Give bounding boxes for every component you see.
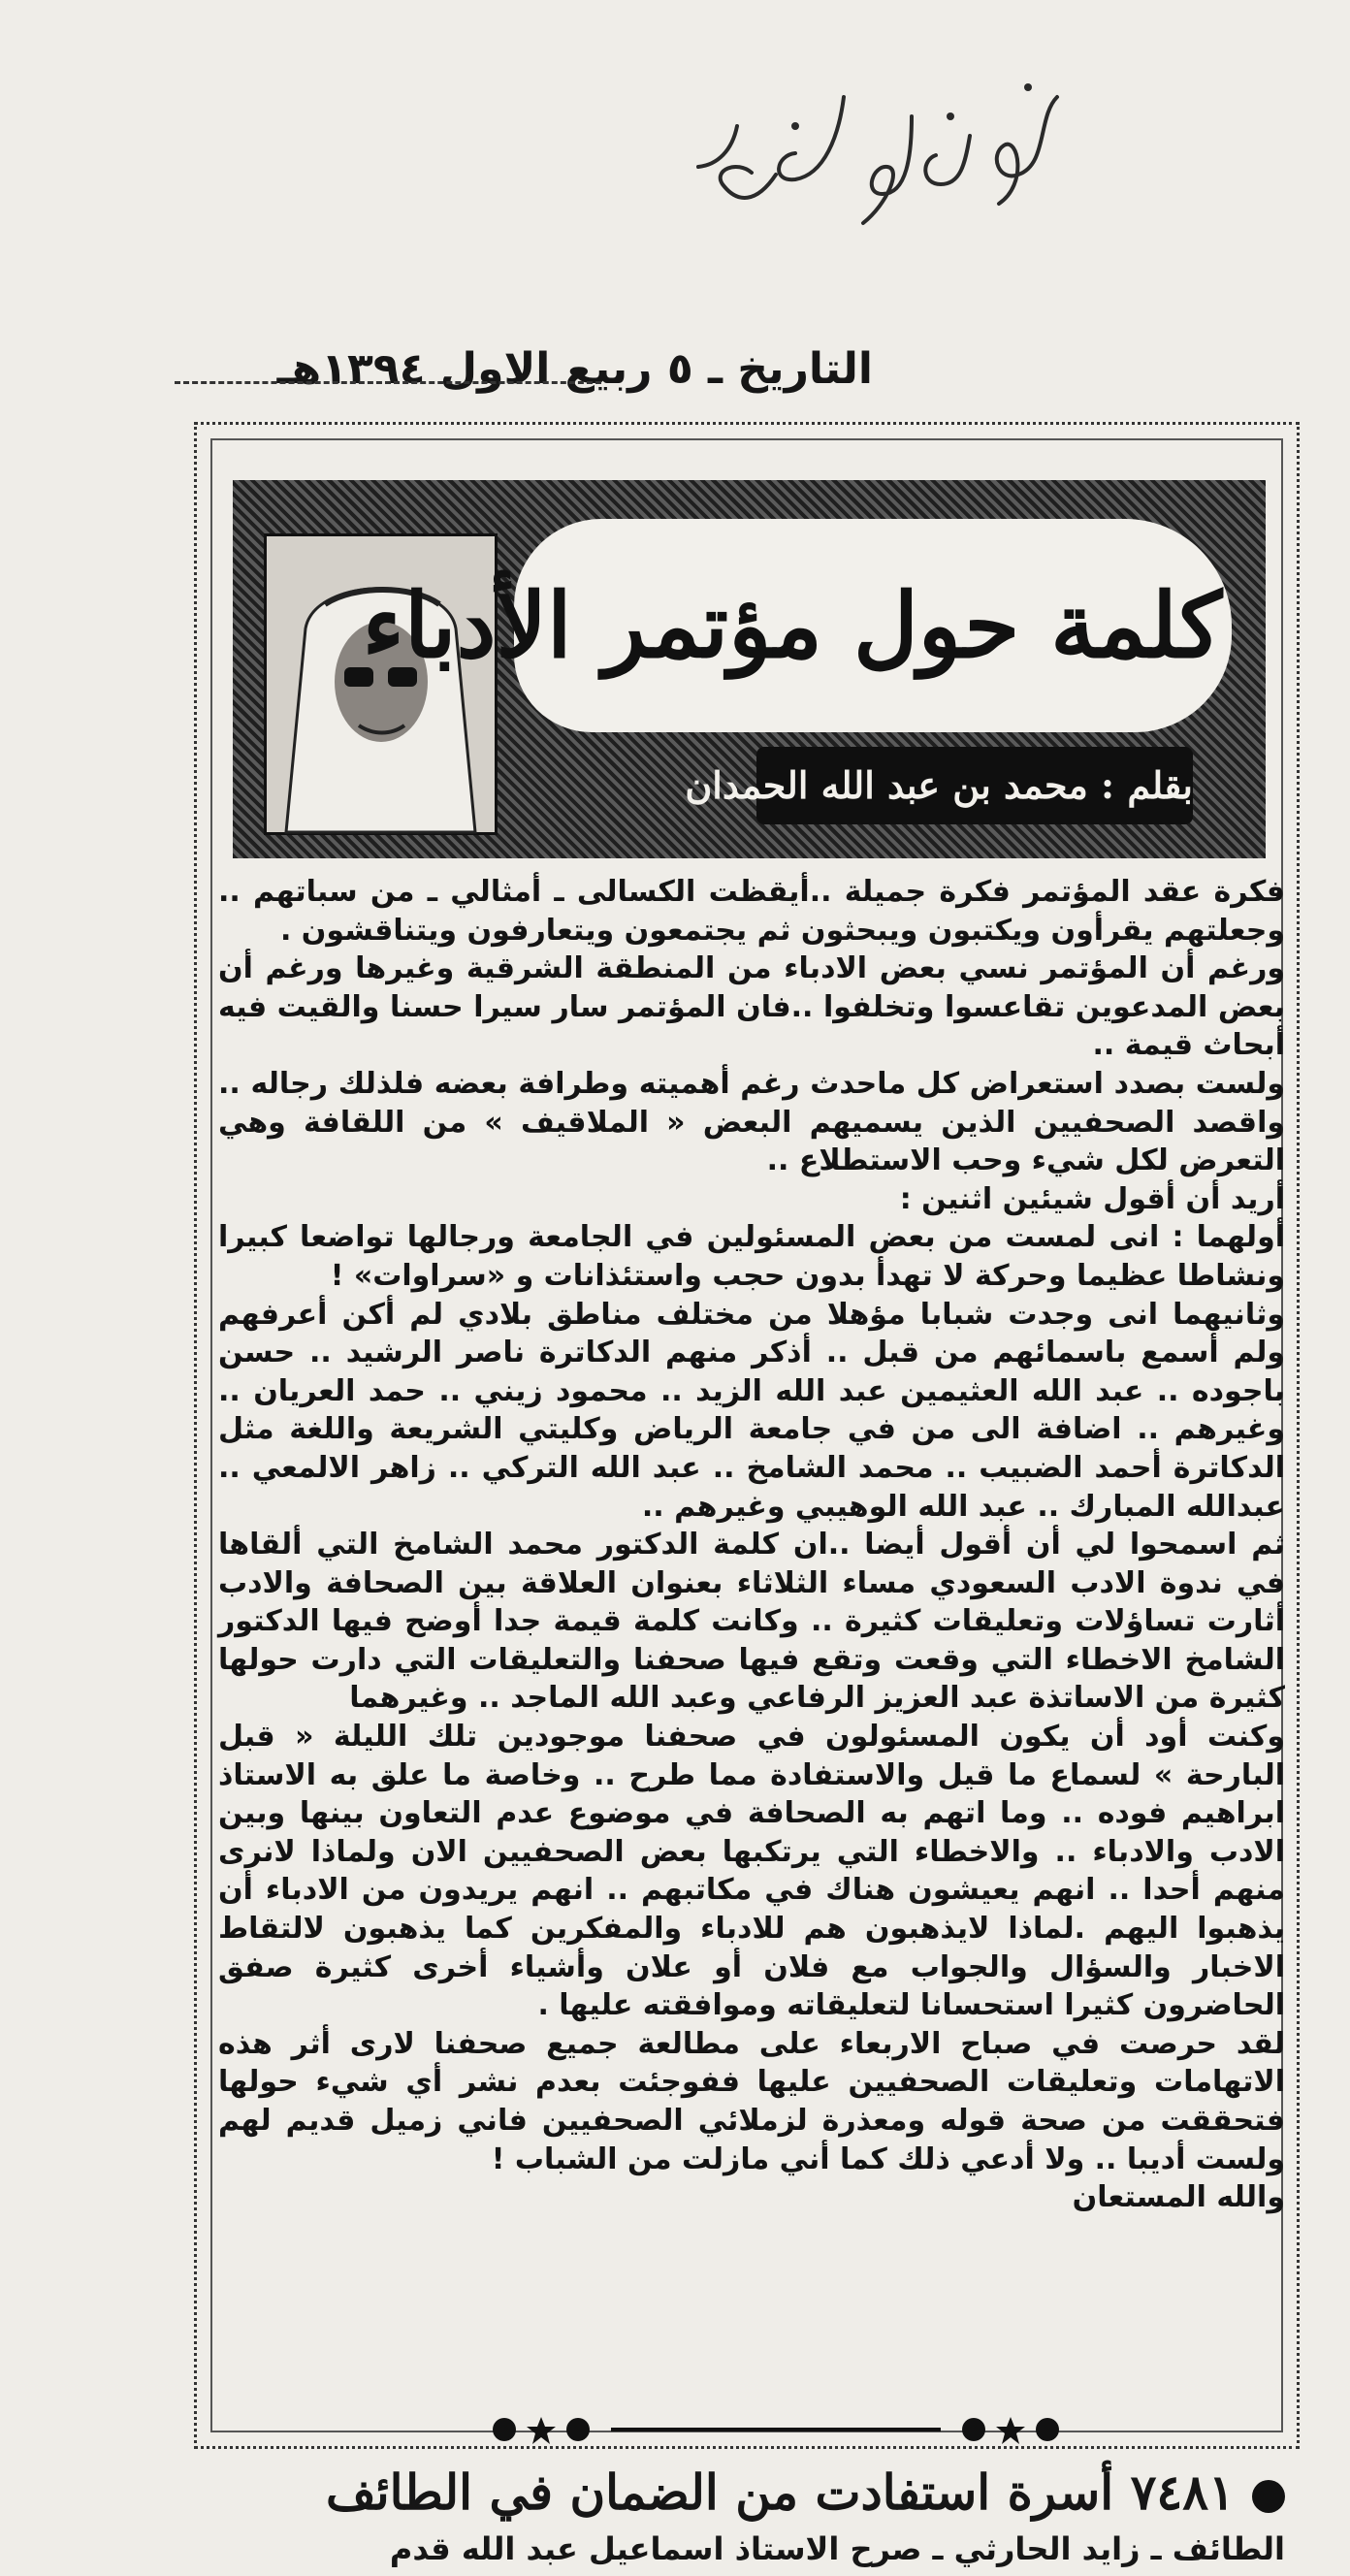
next-article-lead: الطائف ـ زايد الحارثي ـ صرح الاستاذ اسماعيل عبد الله قدم: [389, 2530, 1285, 2567]
article-paragraph: وكنت أود أن يكون المسئولون في صحفنا موجودين تلك الليلة « قبل البارحة » لسماع ما قيل والاستفادة مما طرح .. وخاصة ما علق به الاستاذ ابراهيم فوده .. وما اتهم به الصحافة في موضوع عدم التعاون بينها وبين الادب والادباء .. والاخطاء التي يرتكبها بعض الصحفيين الان ولماذا لانرى منهم أحدا .. انهم يعيشون هناك في مكاتبهم .. انهم يريدون من الادباء أن يذهبوا اليهم .لماذا لايذهبون هم للادباء والمفكرين كما يذهبون لالتقاط الاخبار والسؤال والجواب مع فلان أو علان وأشياء أخرى كثيرة صفق الحاضرون كثيرا استحسانا لتعليقاته وموافقته عليها .: [218, 1720, 1285, 2023]
bullet-icon: [1252, 2480, 1285, 2513]
section-separator: [466, 2405, 1086, 2454]
date-divider: [175, 381, 601, 384]
article-paragraph: أولهما : انى لمست من بعض المسئولين في الجامعة ورجالها تواضعا كبيرا ونشاطا عظيما وحركة لا تهدأ بدون حجب واستئذانات و «سراوات» !: [218, 1220, 1285, 1293]
article-title: كلمة حول مؤتمر الأدباء: [362, 573, 1222, 678]
article-paragraph: فكرة عقد المؤتمر فكرة جميلة ..أيقظت الكسالى ـ أمثالي ـ من سباتهم .. وجعلتهم يقرأون ويكتبون ويبحثون ثم يجتمعون ويتعارفون ويتناقشون .: [218, 875, 1285, 948]
article-paragraph: والله المستعان: [1072, 2180, 1285, 2215]
article-paragraph: وثانيهما انى وجدت شبابا مؤهلا من مختلف مناطق بلادي لم أكن أعرفهم ولم أسمع باسمائهم من قبل .. أذكر منهم الدكاترة ناصر الرشيد .. حسن باجوده .. عبد الله العثيمين عبد الله الزيد .. محمود زيني .. حمد العريان .. وغيرهم .. اضافة الى من في جامعة الرياض وكليتي الشريعة واللغة مثل الدكاترة أحمد الضبيب .. محمد الشامخ .. عبد الله التركي .. زاهر الالمعي .. عبدالله المبارك .. عبد الله الوهيبي وغيرهم ..: [218, 1297, 1285, 1524]
date-line: التاريخ ـ ٥ ربيع الاول ١٣٩٤هـ: [276, 344, 873, 394]
next-article-headline: [218, 2454, 1285, 2531]
article-paragraph: أريد أن أقول شيئين اثنين :: [899, 1181, 1285, 1216]
date-row: [175, 344, 1222, 412]
article-paragraph: ثم اسمحوا لي أن أقول أيضا ..ان كلمة الدكتور محمد الشامخ التي ألقاها في ندوة الادب السعودي مساء الثلاثاء بعنوان العلاقة بين الصحافة والادب أثارت تساؤلات وتعليقات كثيرة .. وكانت كلمة قيمة جدا أوضح فيها الدكتور الشامخ الاخطاء التي وقعت وتقع فيها صحفنا والتعليقات التي دارت حولها كثيرة من الاساتذة عبد العزيز الرفاعي وعبد الله الماجد .. وغيرهما: [218, 1528, 1285, 1716]
handwritten-newspaper-name: [679, 58, 1086, 252]
article-paragraph: لقد حرصت في صباح الاربعاء على مطالعة جميع صحفنا لارى أثر هذه الاتهامات وتعليقات الصحفيين عليها ففوجئت بعدم نشر أي شيء حولها فتحققت من صحة قوله ومعذرة لزملائي الصحفيين فاني زميل قديم لهم ولست أديبا .. ولا أدعي ذلك كما أني مازلت من الشباب !: [218, 2026, 1285, 2176]
article-paragraph: ولست بصدد استعراض كل ماحدث رغم أهميته وطرافة بعضه فلذلك رجاله .. واقصد الصحفيين الذين يسميهم البعض « الملاقيف » من اللقافة وهي التعرض لكل شيء وحب الاستطلاع ..: [218, 1066, 1285, 1178]
article-body: [218, 873, 1285, 2386]
separator-ornament: [466, 2405, 1086, 2454]
article-byline: بقلم : محمد بن عبد الله الحمدان: [756, 747, 1193, 824]
next-article-headline-text: ٧٤٨١ أسرة استفادت من الضمان في الطائف: [326, 2463, 1235, 2521]
title-banner: [233, 480, 1266, 858]
article-paragraph: ورغم أن المؤتمر نسي بعض الادباء من المنطقة الشرقية وغيرها ورغم أن بعض المدعوين تقاعسوا وتخلفوا ..فان المؤتمر سار سيرا حسنا والقيت فيه أبحاث قيمة ..: [218, 951, 1285, 1063]
handwritten-signature-graphic: [679, 58, 1086, 252]
